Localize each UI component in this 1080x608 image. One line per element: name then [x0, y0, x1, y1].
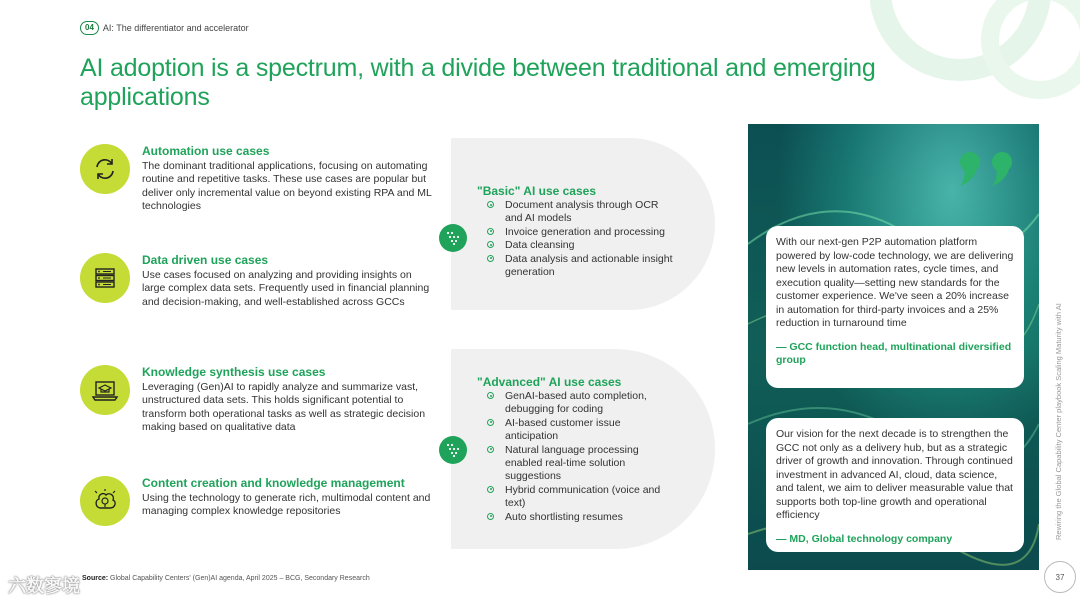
quote-mark-icon	[956, 150, 1018, 193]
page-number: 37	[1044, 561, 1076, 593]
use-case-title: Data driven use cases	[142, 253, 269, 267]
section-number: 04	[80, 21, 99, 35]
basic-list	[485, 199, 675, 279]
list-item: Data analysis and actionable insight generation	[485, 253, 675, 280]
list-item: Hybrid communication (voice and text)	[485, 484, 675, 511]
list-item: GenAI-based auto completion, debugging for coding	[485, 390, 675, 417]
list-item: Invoice generation and processing	[485, 226, 675, 239]
side-running-title: Rewiring the Global Capability Center playbook Scaling Maturity with AI	[1054, 303, 1063, 540]
quote-text: With our next-gen P2P automation platform powered by low-code technology, we are delivering new levels in automation rates, cycle times, and execution quality—setting new standards for the customer experience. We've seen a 20% increase in automation for third-party invoices and a 25% reduction in turnaround time	[776, 236, 1014, 329]
source-note	[82, 575, 370, 582]
basic-use-cases-panel	[451, 138, 715, 310]
quote-card	[766, 418, 1024, 552]
list-item: Natural language processing enabled real-time solution suggestions	[485, 444, 675, 484]
source-label: Source:	[82, 575, 109, 582]
dot-grid-icon	[439, 436, 467, 464]
list-item: Auto shortlisting resumes	[485, 511, 675, 524]
use-case-body: Leveraging (Gen)AI to rapidly analyze and summarize vast, unstructured data sets. This holds significant potential to transform both operational tasks as well as strategic decision making based on qualitative data	[142, 381, 426, 434]
advanced-title: "Advanced" AI use cases	[477, 375, 622, 389]
quote-attribution: — MD, Global technology company	[776, 532, 953, 545]
dot-grid-icon	[439, 224, 467, 252]
watermark-logo: 六数寥境	[8, 576, 80, 596]
use-case-data-driven	[80, 253, 440, 333]
server-data-icon	[80, 253, 130, 303]
list-item: Data cleansing	[485, 239, 675, 252]
advanced-use-cases-panel	[451, 349, 715, 549]
use-case-title: Knowledge synthesis use cases	[142, 365, 326, 379]
quote-attribution: — GCC function head, multinational diversified group	[776, 340, 1012, 366]
section-label: AI: The differentiator and accelerator	[102, 23, 249, 33]
use-case-body: The dominant traditional applications, focusing on automating routine and repetitive tasks. These use cases are popular but deliver only incremental value on beyond existing RPA and ML technologies	[142, 160, 432, 213]
use-case-content-creation	[80, 476, 440, 556]
use-case-title: Automation use cases	[142, 144, 270, 158]
list-item: Document analysis through OCR and AI models	[485, 199, 675, 226]
use-case-body: Use cases focused on analyzing and providing insights on large complex data sets. Frequently used in financial planning and decision-making, and well-established across GCCs	[142, 269, 430, 308]
use-case-knowledge-synthesis	[80, 365, 440, 445]
brain-lightbulb-icon	[80, 476, 130, 526]
quote-text: Our vision for the next decade is to strengthen the GCC not only as a delivery hub, but as a strategic driver of growth and innovation. Through continued investment in advanced AI, cloud, data science, and talent, we aim to deliver measurable value that supports both top-line growth and operational efficiency	[776, 428, 1013, 521]
refresh-cycle-icon	[80, 144, 130, 194]
list-item: AI-based customer issue anticipation	[485, 417, 675, 444]
advanced-list	[485, 390, 675, 524]
section-tag	[80, 21, 249, 35]
use-case-body: Using the technology to generate rich, multimodal content and managing complex knowledge repositories	[142, 492, 431, 518]
use-case-automation	[80, 144, 440, 224]
quote-card	[766, 226, 1024, 388]
source-text: Global Capability Centers' (Gen)AI agenda, April 2025 – BCG, Secondary Research	[110, 575, 370, 582]
laptop-graduation-icon	[80, 365, 130, 415]
basic-title: "Basic" AI use cases	[477, 184, 597, 198]
page-title: AI adoption is a spectrum, with a divide between traditional and emerging applications	[80, 54, 876, 111]
use-case-title: Content creation and knowledge management	[142, 476, 405, 490]
